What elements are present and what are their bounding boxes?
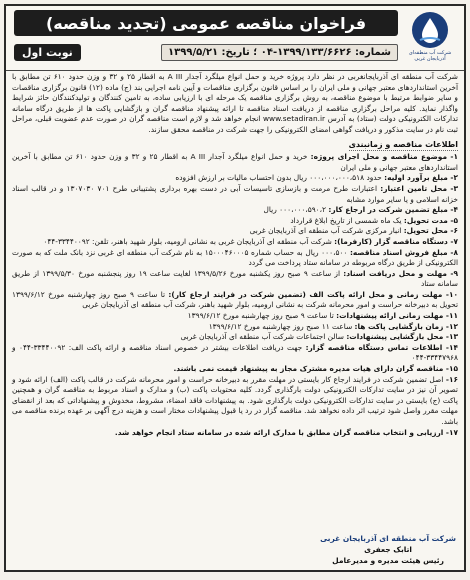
item-text: اعتبارات طرح مرمت و بازسازی تاسیسات آبی در دست بهره برداری پشتیبانی طرح ۷۰۱ ۱۳۰۷۰۳۰ و در قالب اسناد خزانه اسلامی و یا سایر موارد مشابه	[12, 183, 458, 204]
intro-paragraph: شرکت آب منطقه ای آذربایجانغربی در نظر دارد پروژه خرید و حمل انواع میلگرد آجدار A III به اقطار ۲۵ و ۳۲ و وزن حدود ۶۱۰ تن مطابق با آخرین استانداردهای معتبر جهانی و ملی ایران را بر اساس قانون برگزاری مناقصات و آیین نامه اجرایی بند (ج) ماده (۱۲) قانون برگزاری مناقصات و سایر ضوابط مرتبط با موضوع مناقصه، به روش برگزاری مناقصه یک مرحله ای با ارزیابی ساده، به تامین کنندگان و تولیدکنندگان حائز شرایط واگذار نماید. کلیه مراحل برگزاری مناقصه از دریافت اسناد مناقصه تا ارائه پیشنهاد مناقصه گران و بازگشایی پاکت ها از طریق درگاه سامانه تدارکات الکترونیکی دولت (ستاد) به آدرس www.setadiran.ir انجام خواهد شد و لازم است مناقصه گران در صورت عدم عضویت قبلی، مراحل ثبت نام در سایت مذکور و دریافت گواهی امضای الکترونیکی را جهت شرکت در مناقصه محقق سازند.	[12, 72, 459, 134]
item-text: ۰۰۰،۰۰۰،۵۹۰،۲ ریال	[263, 205, 327, 215]
item-text: یک ماه شمسی از تاریخ ابلاغ قرارداد	[290, 215, 402, 225]
item-text: خرید و حمل انواع میلگرد آجدار A III به اقطار ۲۵ و ۳۲ و وزن حدود ۶۱۰ تن مطابق با آخرین استانداردهای معتبر جهانی و ملی ایران	[12, 152, 458, 172]
item-label: ۳- محل تامین اعتبار:	[380, 183, 459, 193]
item-label: ۲- مبلغ برآورد اولیه:	[384, 173, 458, 183]
item-label: ۱۳- محل بازگشایی پیشنهادات:	[346, 332, 458, 342]
signature-name: اتابک جعفری	[364, 545, 412, 554]
item-text: از ساعت ۹ صبح روز یکشنبه مورخ ۱۳۹۹/۵/۲۶ لغایت ساعت ۱۹ روز پنجشنبه مورخ ۱۳۹۹/۵/۳۰ از طریق سامانه ستاد	[12, 268, 458, 289]
tender-item	[12, 173, 458, 184]
notice-title: فراخوان مناقصه عمومی (تجدید مناقصه)	[14, 10, 398, 36]
item-text: ۰۰۰،۵۰۰ ریال به حساب شماره ۱۵۰۰۰۴۶۰۰۰۵ به نام شرکت آب منطقه ای غربی نزد بانک ملت که به صورت الکترونیکی از طریق درگاه مربوطه در سامانه ستاد پرداخت می گردد	[12, 247, 458, 268]
tender-item	[12, 216, 458, 227]
notice-number: شماره: ۱۳۹۹/۱۳۳/۶۶۲۶-۰۴ ؛ تاریخ: ۱۳۹۹/۵/۲۱	[161, 44, 398, 61]
item-text: تا ساعت ۹ صبح روز چهارشنبه مورخ ۱۳۹۹/۶/۱۲ تحویل به دبیرخانه حراست و امور محرمانه شرکت به نشانی ارومیه، بلوار شهید باهنر، شرکت آب منطقه ای آذربایجان غربی	[12, 289, 458, 310]
item-label: ۴- مبلغ تضمین شرکت در ارجاع کار:	[328, 205, 458, 215]
tender-item	[12, 205, 458, 216]
tender-item	[12, 322, 458, 333]
tender-notice	[4, 4, 466, 572]
item-label: ۱۴- اطلاعات تماس دستگاه مناقصه گزار:	[305, 342, 458, 352]
item-label: ۱۲- زمان بازگشایی پاکت ها:	[354, 321, 458, 331]
item-text: حدود ۰۰۰،۰۰۰،۰۰۰،۵۱۸ ریال بدون احتساب مالیات بر ارزش افزوده	[175, 173, 382, 183]
item-label: ۱۶-	[445, 374, 458, 384]
notice-header	[6, 6, 464, 71]
logo-caption: شرکت آب منطقه‌ای آذربایجان غربی	[408, 50, 452, 62]
notice-footer	[14, 518, 456, 566]
signature-block	[320, 533, 456, 566]
item-label: ۱۵- مناقصه گران دارای هیات مدیره مشترک مجاز به پیشنهاد قیمت نمی باشند.	[173, 364, 458, 374]
tender-item	[12, 332, 458, 343]
signature-org: شرکت آب منطقه ای آذربایجان غربی	[320, 534, 456, 543]
company-logo	[402, 10, 458, 66]
tender-item	[12, 248, 458, 269]
tender-item	[12, 237, 458, 248]
tender-item	[12, 290, 458, 311]
item-text: اصل تضمین شرکت در فرایند ارجاع کار بایستی در مهلت مقرر به دبیرخانه حراست و امور محرمانه شرکت در قالب پاکت (الف) ارائه شود و تصویر آن نیز در سایت تدارکات الکترونیکی دولت بارگذاری گردد. کلیه محتویات پاکت (ب) و مدارک و اسناد مربوط به مناقصه گران و همچنین پاکت (ج) بایستی در سایت تدارکات الکترونیکی دولت بارگذاری شود. به پیشنهادات فاقد امضاء، مشروط، مخدوش و پیشنهاداتی که بعد از انقضای مهلت مقرر واصل شود ترتیب اثر داده نخواهد شد. مناقصه گزار در رد یا قبول پیشنهادات مختار است و هزینه درج آگهی بر عهده برنده مناقصه می باشد.	[12, 374, 458, 426]
signature-role: رئیس هیئت مدیره و مدیرعامل	[332, 556, 444, 565]
item-label: ۹- مهلت و محل دریافت اسناد:	[343, 268, 458, 278]
round-badge: نوبت اول	[14, 44, 81, 61]
tender-item	[12, 184, 458, 205]
item-text: انبار مرکزی شرکت آب منطقه ای آذربایجان غربی	[249, 226, 402, 236]
item-label: ۵- مدت تحویل:	[403, 215, 458, 225]
item-text: سالن اجتماعات شرکت آب منطقه ای آذربایجان غربی	[180, 332, 344, 342]
item-text: ساعت ۱۱ صبح روز چهارشنبه مورخ ۱۳۹۹/۶/۱۲	[208, 321, 353, 331]
tender-item	[12, 152, 458, 173]
meta-row	[14, 40, 398, 64]
tender-item	[12, 269, 458, 290]
item-label: ۱۱- مهلت زمانی ارائه پیشنهادات:	[336, 311, 458, 321]
item-text: شرکت آب منطقه ای آذربایجان غربی به نشانی ارومیه، بلوار شهید باهنر، تلفن: ۳۳۴۴۰۰۹۲-۰۴۴	[43, 236, 332, 246]
item-label: ۷- دستگاه مناقصه گزار (کارفرما):	[334, 236, 458, 246]
tender-item	[12, 375, 458, 428]
item-label: ۱- موضوع مناقصه و محل اجرای پروژه:	[310, 152, 458, 162]
notice-body	[12, 72, 458, 514]
item-label: ۶- محل تحویل:	[403, 226, 458, 236]
item-text: جهت دریافت اطلاعات بیشتر در خصوص اسناد مناقصه و ارائه پاکت الف: ۳۳۴۴۰۰۹۲-۰۴۴ و ۳۳۴۴۷۹۶۸-۰۴۴	[12, 342, 458, 363]
item-label: ۱۰- مهلت زمانی و محل ارائه پاکت الف (تضمین شرکت در فرایند ارجاع کار):	[168, 289, 459, 299]
tender-item	[12, 428, 458, 439]
tender-item	[12, 311, 458, 322]
tender-item	[12, 343, 458, 364]
tender-item	[12, 226, 458, 237]
item-label: ۸- مبلغ فروش اسناد مناقصه:	[349, 247, 458, 257]
water-drop-icon	[410, 10, 450, 50]
tender-item	[12, 364, 458, 375]
tender-items	[12, 152, 458, 438]
item-text: تا ساعت ۹ صبح روز چهارشنبه مورخ ۱۳۹۹/۶/۱۲	[187, 311, 334, 321]
item-label: ۱۷- ارزیابی و انتخاب مناقصه گران مطابق با مدارک ارائه شده در سامانه ستاد انجام خواهد شد.	[114, 427, 458, 437]
section-title: اطلاعات مناقصه و زمانبندی	[349, 140, 458, 152]
